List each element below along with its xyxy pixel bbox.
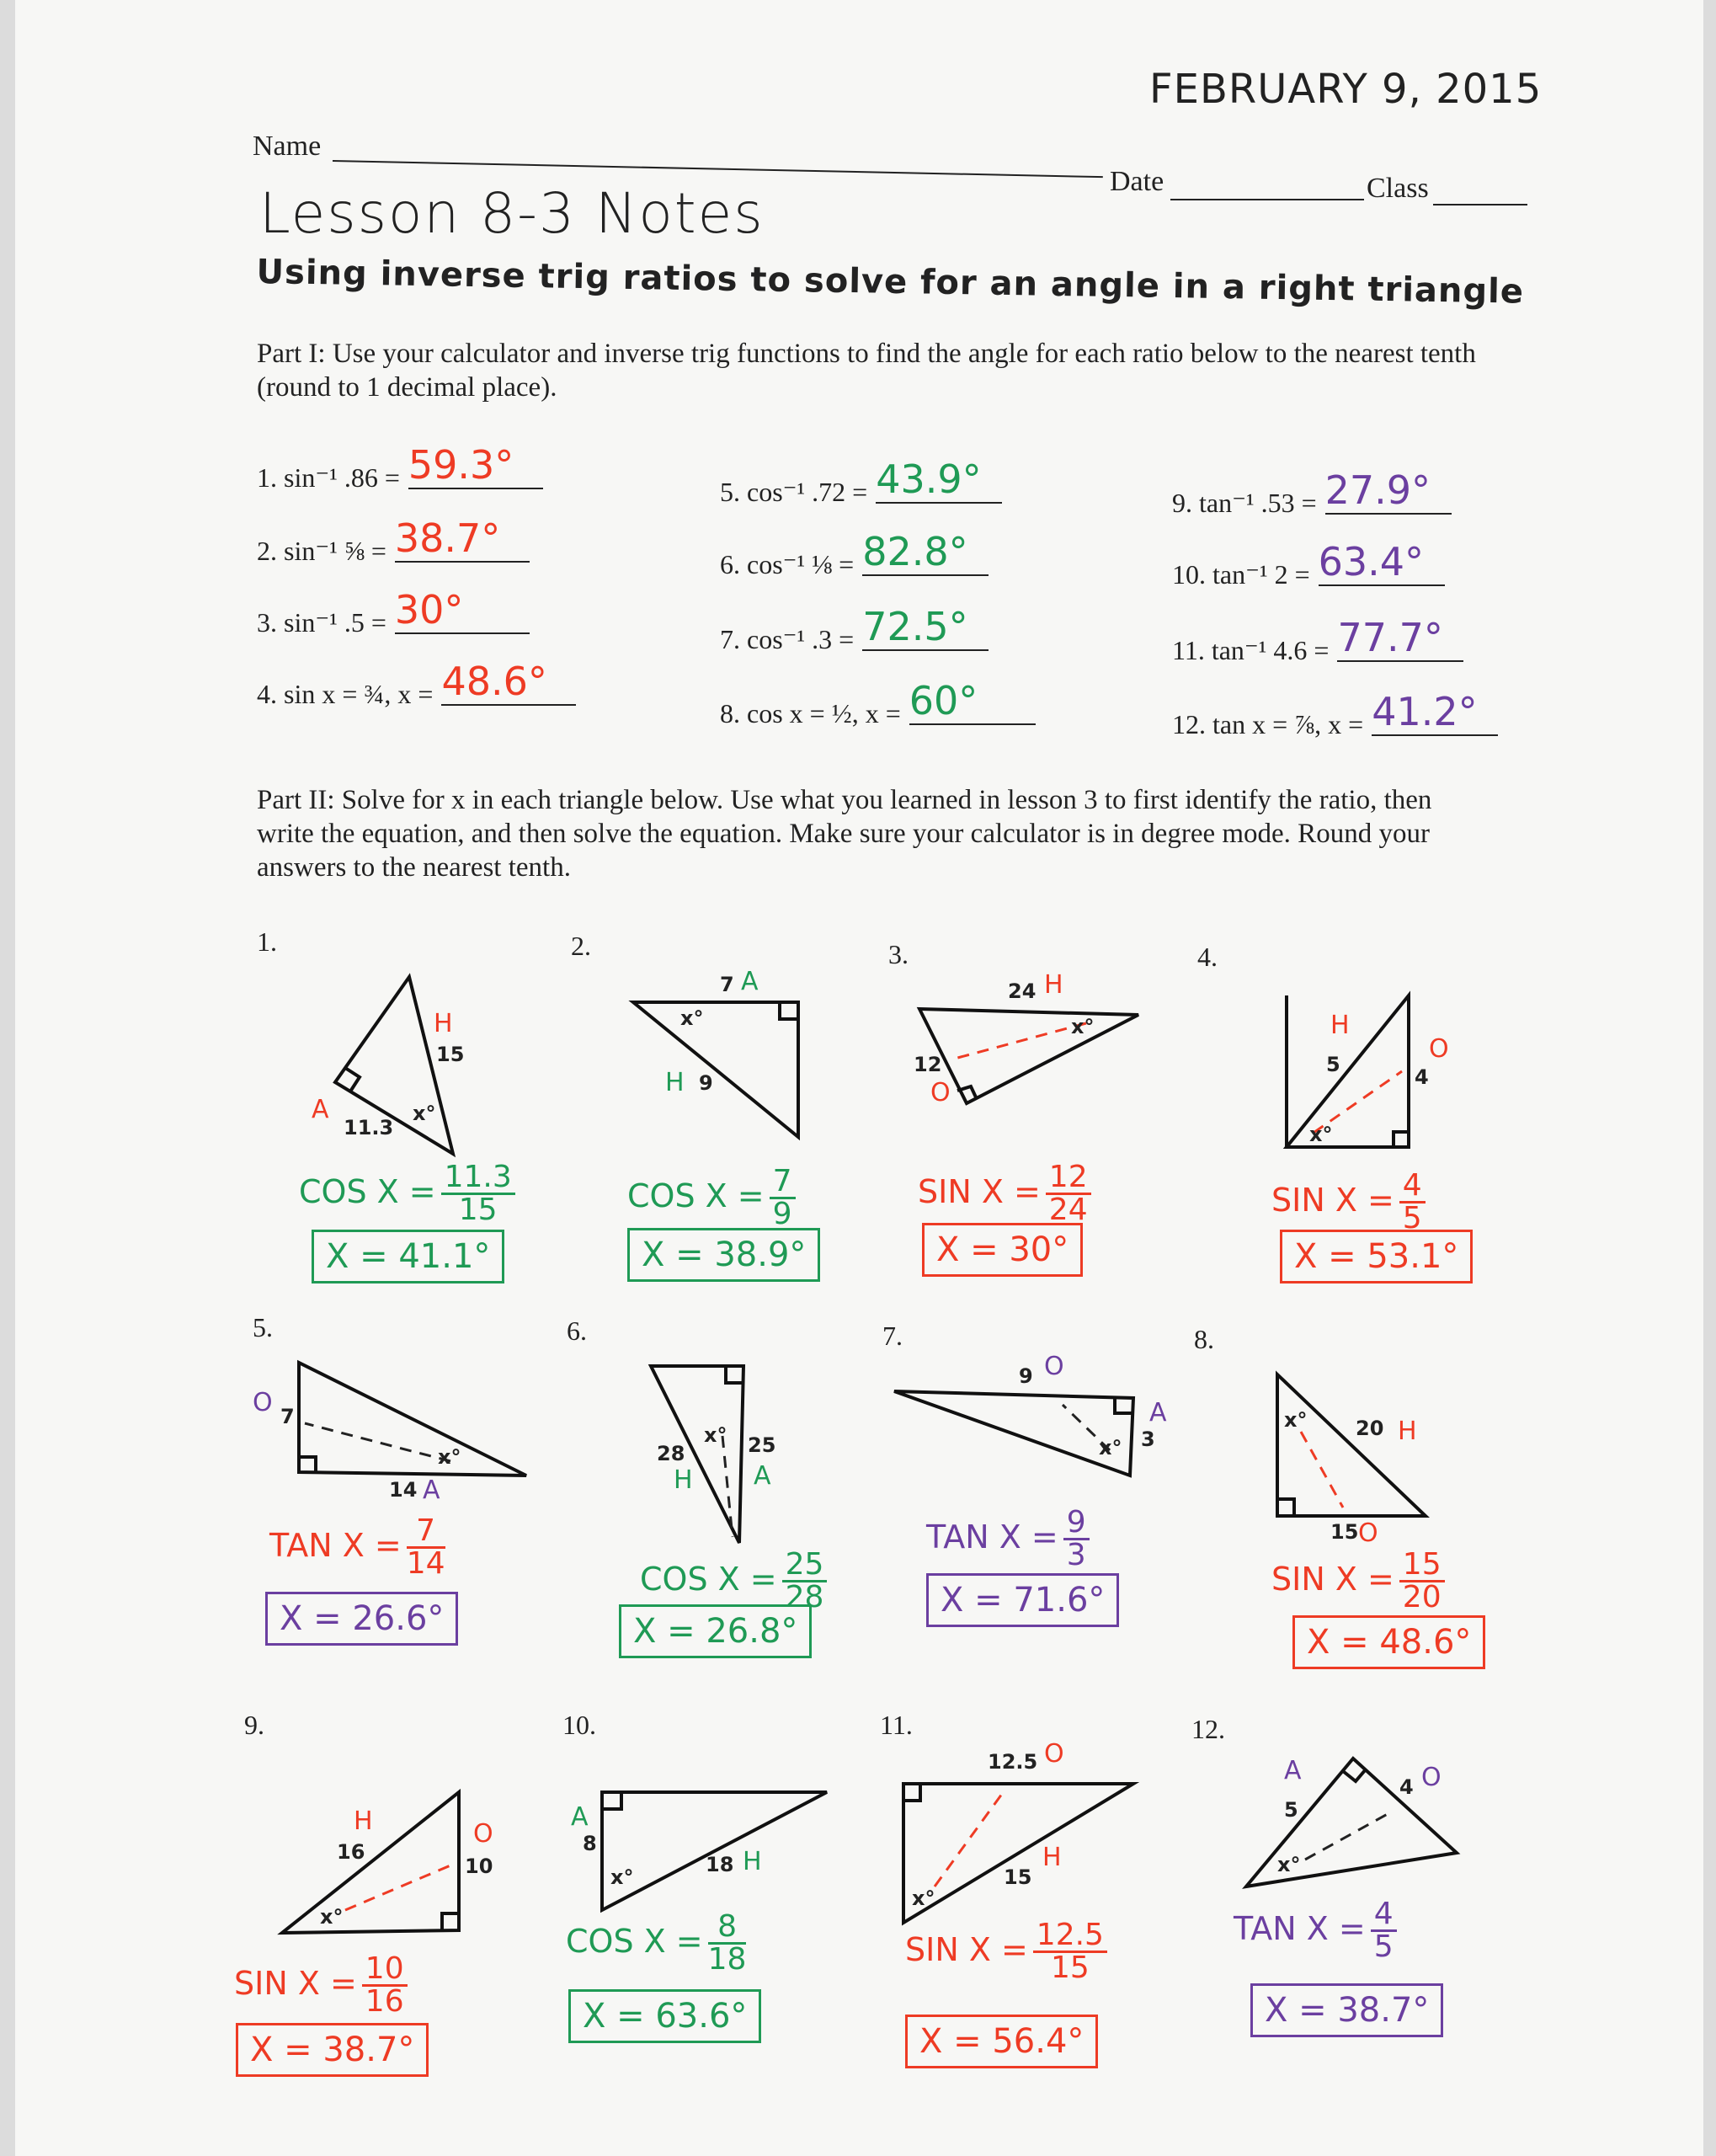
- ratio-equation: [1271, 1547, 1445, 1614]
- problem-number: 2.: [571, 931, 591, 961]
- fraction-numerator: 7: [407, 1516, 445, 1549]
- right-angle-mark-8: [1277, 1499, 1294, 1516]
- triangle-label: H: [1330, 1011, 1350, 1040]
- ratio-equation: [926, 1505, 1090, 1572]
- right-angle-mark-2: [780, 1002, 798, 1019]
- right-angle-mark-6: [726, 1366, 743, 1383]
- triangle-label: O: [930, 1078, 951, 1107]
- ratio-equation: [269, 1513, 445, 1581]
- triangle-label: x°: [680, 1006, 704, 1030]
- triangle-label: 18: [706, 1853, 734, 1876]
- triangle-label: 28: [657, 1442, 685, 1465]
- triangle-label: 14: [389, 1478, 418, 1502]
- triangle-label: 25: [748, 1433, 776, 1457]
- problem-number: 9.: [244, 1710, 264, 1740]
- part1-question-label: 12. tan x = ⅞, x =: [1172, 709, 1364, 739]
- fraction-numerator: 15: [1399, 1550, 1445, 1582]
- triangle-label: 12.5: [988, 1750, 1038, 1774]
- part1-question-label: 10. tan⁻¹ 2 =: [1172, 559, 1310, 590]
- triangle-label: 15: [1004, 1865, 1032, 1889]
- ratio-equation: [1234, 1899, 1397, 1962]
- part1-question-label: 3. sin⁻¹ .5 =: [257, 607, 386, 638]
- triangle-label: x°: [1099, 1436, 1122, 1460]
- fraction: [1063, 1505, 1090, 1572]
- triangle-label: x°: [413, 1102, 436, 1125]
- equation-lhs: SIN X =: [234, 1965, 357, 2002]
- triangle-label: 4: [1415, 1065, 1429, 1089]
- part1-question-label: 2. sin⁻¹ ⅝ =: [257, 536, 386, 566]
- triangle-label: A: [312, 1095, 329, 1124]
- equation-lhs: SIN X =: [1271, 1182, 1394, 1219]
- fraction-denominator: 15: [1050, 1951, 1090, 1985]
- equation-lhs: TAN X =: [269, 1527, 402, 1564]
- fraction: [707, 1909, 747, 1977]
- triangle-label: 24: [1008, 979, 1037, 1003]
- right-angle-mark-10: [602, 1792, 621, 1809]
- triangle-label: O: [1421, 1763, 1442, 1792]
- problem-number: 4.: [1197, 942, 1218, 972]
- ratio-equation: [905, 1920, 1107, 1983]
- equation-lhs: COS X =: [299, 1173, 436, 1210]
- part2-instructions: Part II: Solve for x in each triangle below. Use what you learned in lesson 3 to first identify the ratio, then write the equation, and then solve the equation. Make sure your calculator is in degree mode. Round your answers to the nearest tenth.: [257, 785, 1432, 883]
- right-angle-mark-7: [1115, 1398, 1132, 1413]
- fraction: [441, 1162, 515, 1225]
- triangle-label: x°: [438, 1445, 461, 1469]
- problem-number: 5.: [253, 1312, 273, 1342]
- triangle-label: x°: [704, 1423, 727, 1447]
- triangle-label: H: [674, 1465, 693, 1495]
- fraction: [1399, 1547, 1445, 1614]
- triangle-label: 5: [1326, 1053, 1340, 1076]
- boxed-answer[interactable]: X = 56.4°: [905, 2015, 1098, 2068]
- fraction-denominator: 3: [1066, 1538, 1086, 1572]
- equation-lhs: SIN X =: [1271, 1561, 1394, 1598]
- fraction: [1399, 1168, 1426, 1235]
- fraction: [1033, 1920, 1107, 1983]
- part1-answer[interactable]: 38.7°: [395, 515, 530, 563]
- fraction: [782, 1547, 828, 1614]
- arrow-5: [305, 1423, 450, 1461]
- equation-lhs: TAN X =: [926, 1518, 1058, 1556]
- triangle-label: x°: [320, 1905, 344, 1929]
- name-label: Name: [253, 131, 322, 162]
- triangle-label: 10: [465, 1854, 493, 1878]
- ratio-equation: [566, 1909, 747, 1977]
- triangle-label: A: [1284, 1756, 1302, 1785]
- equation-lhs: TAN X =: [1234, 1910, 1366, 1947]
- ratio-equation: [299, 1162, 515, 1225]
- triangle-label: H: [354, 1806, 373, 1836]
- boxed-answer[interactable]: X = 48.6°: [1292, 1615, 1485, 1669]
- fraction-numerator: 11.3: [441, 1162, 515, 1195]
- right-angle-mark-11: [903, 1784, 920, 1801]
- ratio-equation: [918, 1162, 1091, 1225]
- arrow-3: [951, 1023, 1086, 1059]
- triangle-label: O: [1044, 1352, 1064, 1381]
- fraction-denominator: 5: [1373, 1929, 1394, 1964]
- triangle-label: x°: [1071, 1015, 1095, 1038]
- triangle-label: 5: [1284, 1798, 1298, 1822]
- problem-number: 8.: [1194, 1324, 1214, 1354]
- fraction-numerator: 9: [1063, 1508, 1090, 1540]
- triangle-label: 15: [1330, 1520, 1359, 1544]
- fraction-numerator: 12: [1046, 1162, 1091, 1195]
- boxed-answer[interactable]: X = 30°: [922, 1223, 1083, 1277]
- fraction-denominator: 5: [1402, 1201, 1422, 1235]
- part1-answer[interactable]: 27.9°: [1325, 467, 1452, 515]
- triangle-label: x°: [1309, 1123, 1333, 1146]
- part1-answer[interactable]: 60°: [909, 678, 1036, 725]
- part1-question-label: 5. cos⁻¹ .72 =: [720, 477, 868, 507]
- triangle-4-side: [1286, 995, 1287, 1147]
- boxed-answer[interactable]: X = 41.1°: [312, 1230, 504, 1283]
- triangle-label: 4: [1399, 1775, 1414, 1799]
- triangle-label: O: [473, 1819, 493, 1849]
- triangle-5: [299, 1363, 526, 1476]
- part1-question-label: 1. sin⁻¹ .86 =: [257, 462, 400, 493]
- fraction-numerator: 10: [362, 1954, 408, 1987]
- triangle-label: O: [253, 1388, 273, 1417]
- problem-number: 12.: [1191, 1714, 1225, 1744]
- boxed-answer[interactable]: X = 38.7°: [1250, 1983, 1443, 2037]
- fraction-numerator: 4: [1399, 1171, 1426, 1203]
- right-angle-mark-12: [1343, 1769, 1366, 1781]
- arrow-11: [935, 1794, 1002, 1886]
- part1-answer[interactable]: 48.6°: [441, 659, 576, 706]
- triangle-10: [602, 1792, 827, 1910]
- arrow-12: [1305, 1811, 1394, 1860]
- triangle-label: H: [665, 1068, 685, 1097]
- triangle-label: O: [1044, 1739, 1064, 1769]
- triangle-7: [894, 1391, 1133, 1476]
- triangle-label: 16: [337, 1840, 365, 1864]
- ratio-equation: [1271, 1168, 1426, 1235]
- triangle-label: x°: [1284, 1408, 1308, 1432]
- class-label: Class: [1367, 173, 1429, 204]
- triangle-label: 11.3: [344, 1116, 394, 1139]
- equation-lhs: COS X =: [627, 1177, 765, 1214]
- lesson-title: Lesson 8-3 Notes: [259, 181, 765, 246]
- problem-number: 1.: [257, 926, 277, 957]
- fraction: [1046, 1162, 1091, 1225]
- problem-number: 3.: [888, 939, 909, 969]
- triangle-label: A: [571, 1802, 589, 1832]
- triangle-label: H: [1042, 1843, 1062, 1872]
- part1-question-label: 7. cos⁻¹ .3 =: [720, 624, 855, 654]
- boxed-answer[interactable]: X = 26.8°: [619, 1604, 812, 1658]
- part1-question-label: 9. tan⁻¹ .53 =: [1172, 488, 1317, 518]
- fraction-denominator: 14: [406, 1546, 445, 1581]
- triangle-label: x°: [1277, 1853, 1301, 1876]
- problem-number: 6.: [567, 1315, 587, 1346]
- fraction: [406, 1513, 445, 1581]
- part1-question-label: 8. cos x = ½, x =: [720, 698, 901, 728]
- fraction-denominator: 24: [1048, 1193, 1088, 1227]
- part1-question-label: 6. cos⁻¹ ⅛ =: [720, 549, 855, 579]
- fraction-denominator: 15: [458, 1193, 498, 1227]
- handwritten-date: FEBRUARY 9, 2015: [1149, 66, 1543, 113]
- part1-question-label: 11. tan⁻¹ 4.6 =: [1172, 635, 1330, 665]
- part1-answer[interactable]: 43.9°: [876, 456, 1002, 504]
- fraction: [770, 1166, 796, 1230]
- lesson-subtitle: Using inverse trig ratios to solve for an angle in a right triangle: [256, 253, 1525, 312]
- date-label: Date: [1110, 166, 1164, 197]
- boxed-answer[interactable]: X = 71.6°: [926, 1573, 1119, 1627]
- triangle-2: [633, 1002, 798, 1137]
- part1-question-label: 4. sin x = ¾, x =: [257, 679, 434, 709]
- problem-number: 7.: [882, 1321, 903, 1351]
- ratio-equation: [234, 1951, 408, 2019]
- fraction-denominator: 16: [365, 1984, 404, 2019]
- part1-answer[interactable]: 41.2°: [1372, 689, 1498, 736]
- ratio-equation: [640, 1547, 827, 1614]
- part1-answer[interactable]: 63.4°: [1319, 539, 1445, 586]
- boxed-answer[interactable]: X = 63.6°: [568, 1989, 761, 2043]
- fraction-numerator: 4: [1371, 1899, 1397, 1932]
- equation-lhs: SIN X =: [905, 1931, 1028, 1968]
- triangle-label: A: [741, 967, 759, 996]
- equation-lhs: COS X =: [640, 1561, 777, 1598]
- fraction: [1371, 1899, 1397, 1962]
- fraction-denominator: 9: [772, 1197, 792, 1231]
- triangle-label: A: [754, 1461, 771, 1491]
- triangle-label: 9: [1019, 1364, 1033, 1388]
- equation-lhs: COS X =: [566, 1923, 703, 1960]
- triangle-label: 12: [914, 1053, 942, 1076]
- problem-number: 10.: [562, 1710, 596, 1740]
- fraction-numerator: 8: [708, 1912, 747, 1945]
- triangle-label: 3: [1141, 1428, 1155, 1451]
- triangle-label: 7: [720, 973, 734, 996]
- triangle-label: H: [1398, 1417, 1417, 1446]
- part1-answer[interactable]: 82.8°: [862, 529, 989, 576]
- triangle-11: [903, 1784, 1133, 1923]
- triangle-label: H: [1044, 970, 1063, 1000]
- triangle-label: O: [1429, 1034, 1449, 1064]
- fraction-numerator: 25: [782, 1550, 828, 1582]
- fraction-numerator: 12.5: [1033, 1920, 1107, 1953]
- triangle-label: A: [1149, 1398, 1167, 1428]
- boxed-answer[interactable]: X = 38.7°: [236, 2023, 429, 2077]
- boxed-answer[interactable]: X = 26.6°: [265, 1592, 458, 1646]
- triangle-label: 7: [280, 1405, 295, 1428]
- part1-answer[interactable]: 72.5°: [862, 604, 989, 651]
- fraction: [362, 1951, 408, 2019]
- ratio-equation: [627, 1166, 796, 1230]
- problem-number: 11.: [880, 1710, 913, 1740]
- equation-lhs: SIN X =: [918, 1173, 1041, 1210]
- triangle-label: 15: [436, 1043, 465, 1066]
- triangle-label: 8: [583, 1832, 597, 1855]
- part1-answer[interactable]: 30°: [395, 587, 530, 634]
- triangle-label: 20: [1356, 1417, 1384, 1440]
- fraction-denominator: 20: [1402, 1580, 1442, 1614]
- triangle-label: 9: [699, 1071, 713, 1095]
- fraction-denominator: 28: [785, 1580, 824, 1614]
- part1-answer[interactable]: 59.3°: [408, 442, 543, 489]
- part1-answer[interactable]: 77.7°: [1337, 615, 1463, 662]
- triangle-label: x°: [912, 1886, 935, 1910]
- arrow-8: [1301, 1432, 1343, 1508]
- right-angle-mark-9: [442, 1913, 459, 1930]
- right-angle-mark-4: [1394, 1132, 1409, 1147]
- boxed-answer[interactable]: X = 53.1°: [1280, 1230, 1473, 1283]
- triangle-label: O: [1358, 1518, 1378, 1548]
- part1-instructions: Part I: Use your calculator and inverse trig functions to find the angle for each ratio below to the nearest tenth (round to 1 decimal place).: [257, 339, 1476, 403]
- triangle-label: x°: [610, 1865, 634, 1889]
- triangle-label: A: [423, 1476, 440, 1505]
- triangle-3: [919, 1009, 1138, 1103]
- fraction-denominator: 18: [707, 1942, 747, 1977]
- triangle-label: H: [743, 1847, 762, 1876]
- fraction-numerator: 7: [770, 1166, 796, 1199]
- triangle-label: H: [434, 1009, 453, 1038]
- boxed-answer[interactable]: X = 38.9°: [627, 1228, 820, 1282]
